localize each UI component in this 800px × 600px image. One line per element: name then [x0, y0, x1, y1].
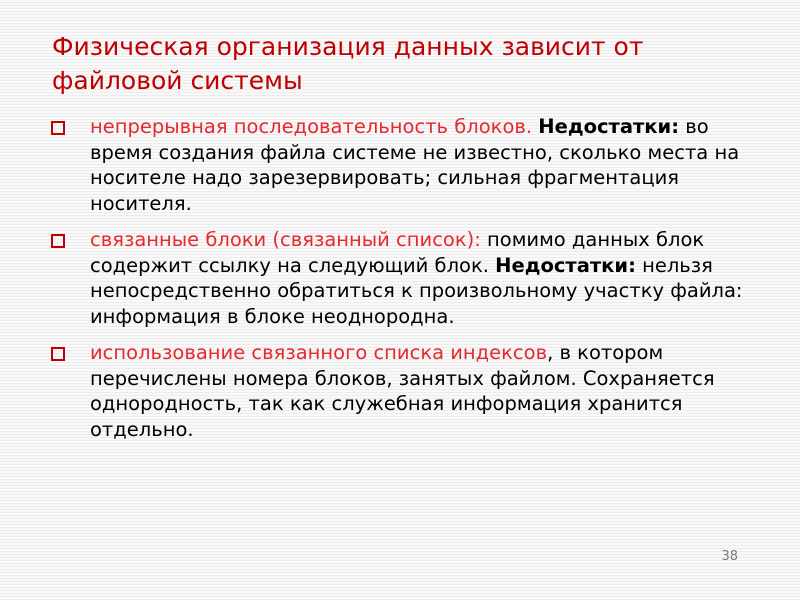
bullet-item-index-list	[50, 340, 760, 442]
bullet-text: , в котором перечислены номера блоков, занятых файлом. Сохраняется однородность, так как служебная информация хранится отдельно.	[90, 341, 715, 441]
slide-title: Физическая организация данных зависит от файловой системы	[52, 32, 644, 95]
bullet-lead: использование связанного списка индексов	[90, 341, 548, 364]
bullet-text-continued: нельзя непосредственно обратиться к произвольному участку файла: информация в блоке неоднородна.	[90, 253, 743, 328]
bullet-list	[50, 114, 760, 442]
drawbacks-label: Недостатки:	[538, 115, 679, 138]
drawbacks-label: Недостатки:	[495, 253, 636, 277]
hollow-square-icon	[51, 121, 65, 135]
bullet-item-contiguous	[50, 114, 760, 216]
hollow-square-icon	[51, 347, 65, 361]
page-number: 38	[721, 549, 738, 564]
bullet-text: помимо данных блок содержит ссылку на следующий блок.	[90, 228, 705, 277]
hollow-square-icon	[51, 234, 65, 248]
bullet-lead: связанные блоки (связанный список):	[90, 228, 481, 251]
bullet-item-linked-blocks	[50, 227, 760, 329]
bullet-text: во время создания файла системе не известно, сколько места на носителе надо зарезервировать; сильная фрагментация носителя.	[90, 115, 740, 215]
bullet-lead: непрерывная последовательность блоков.	[90, 115, 533, 138]
